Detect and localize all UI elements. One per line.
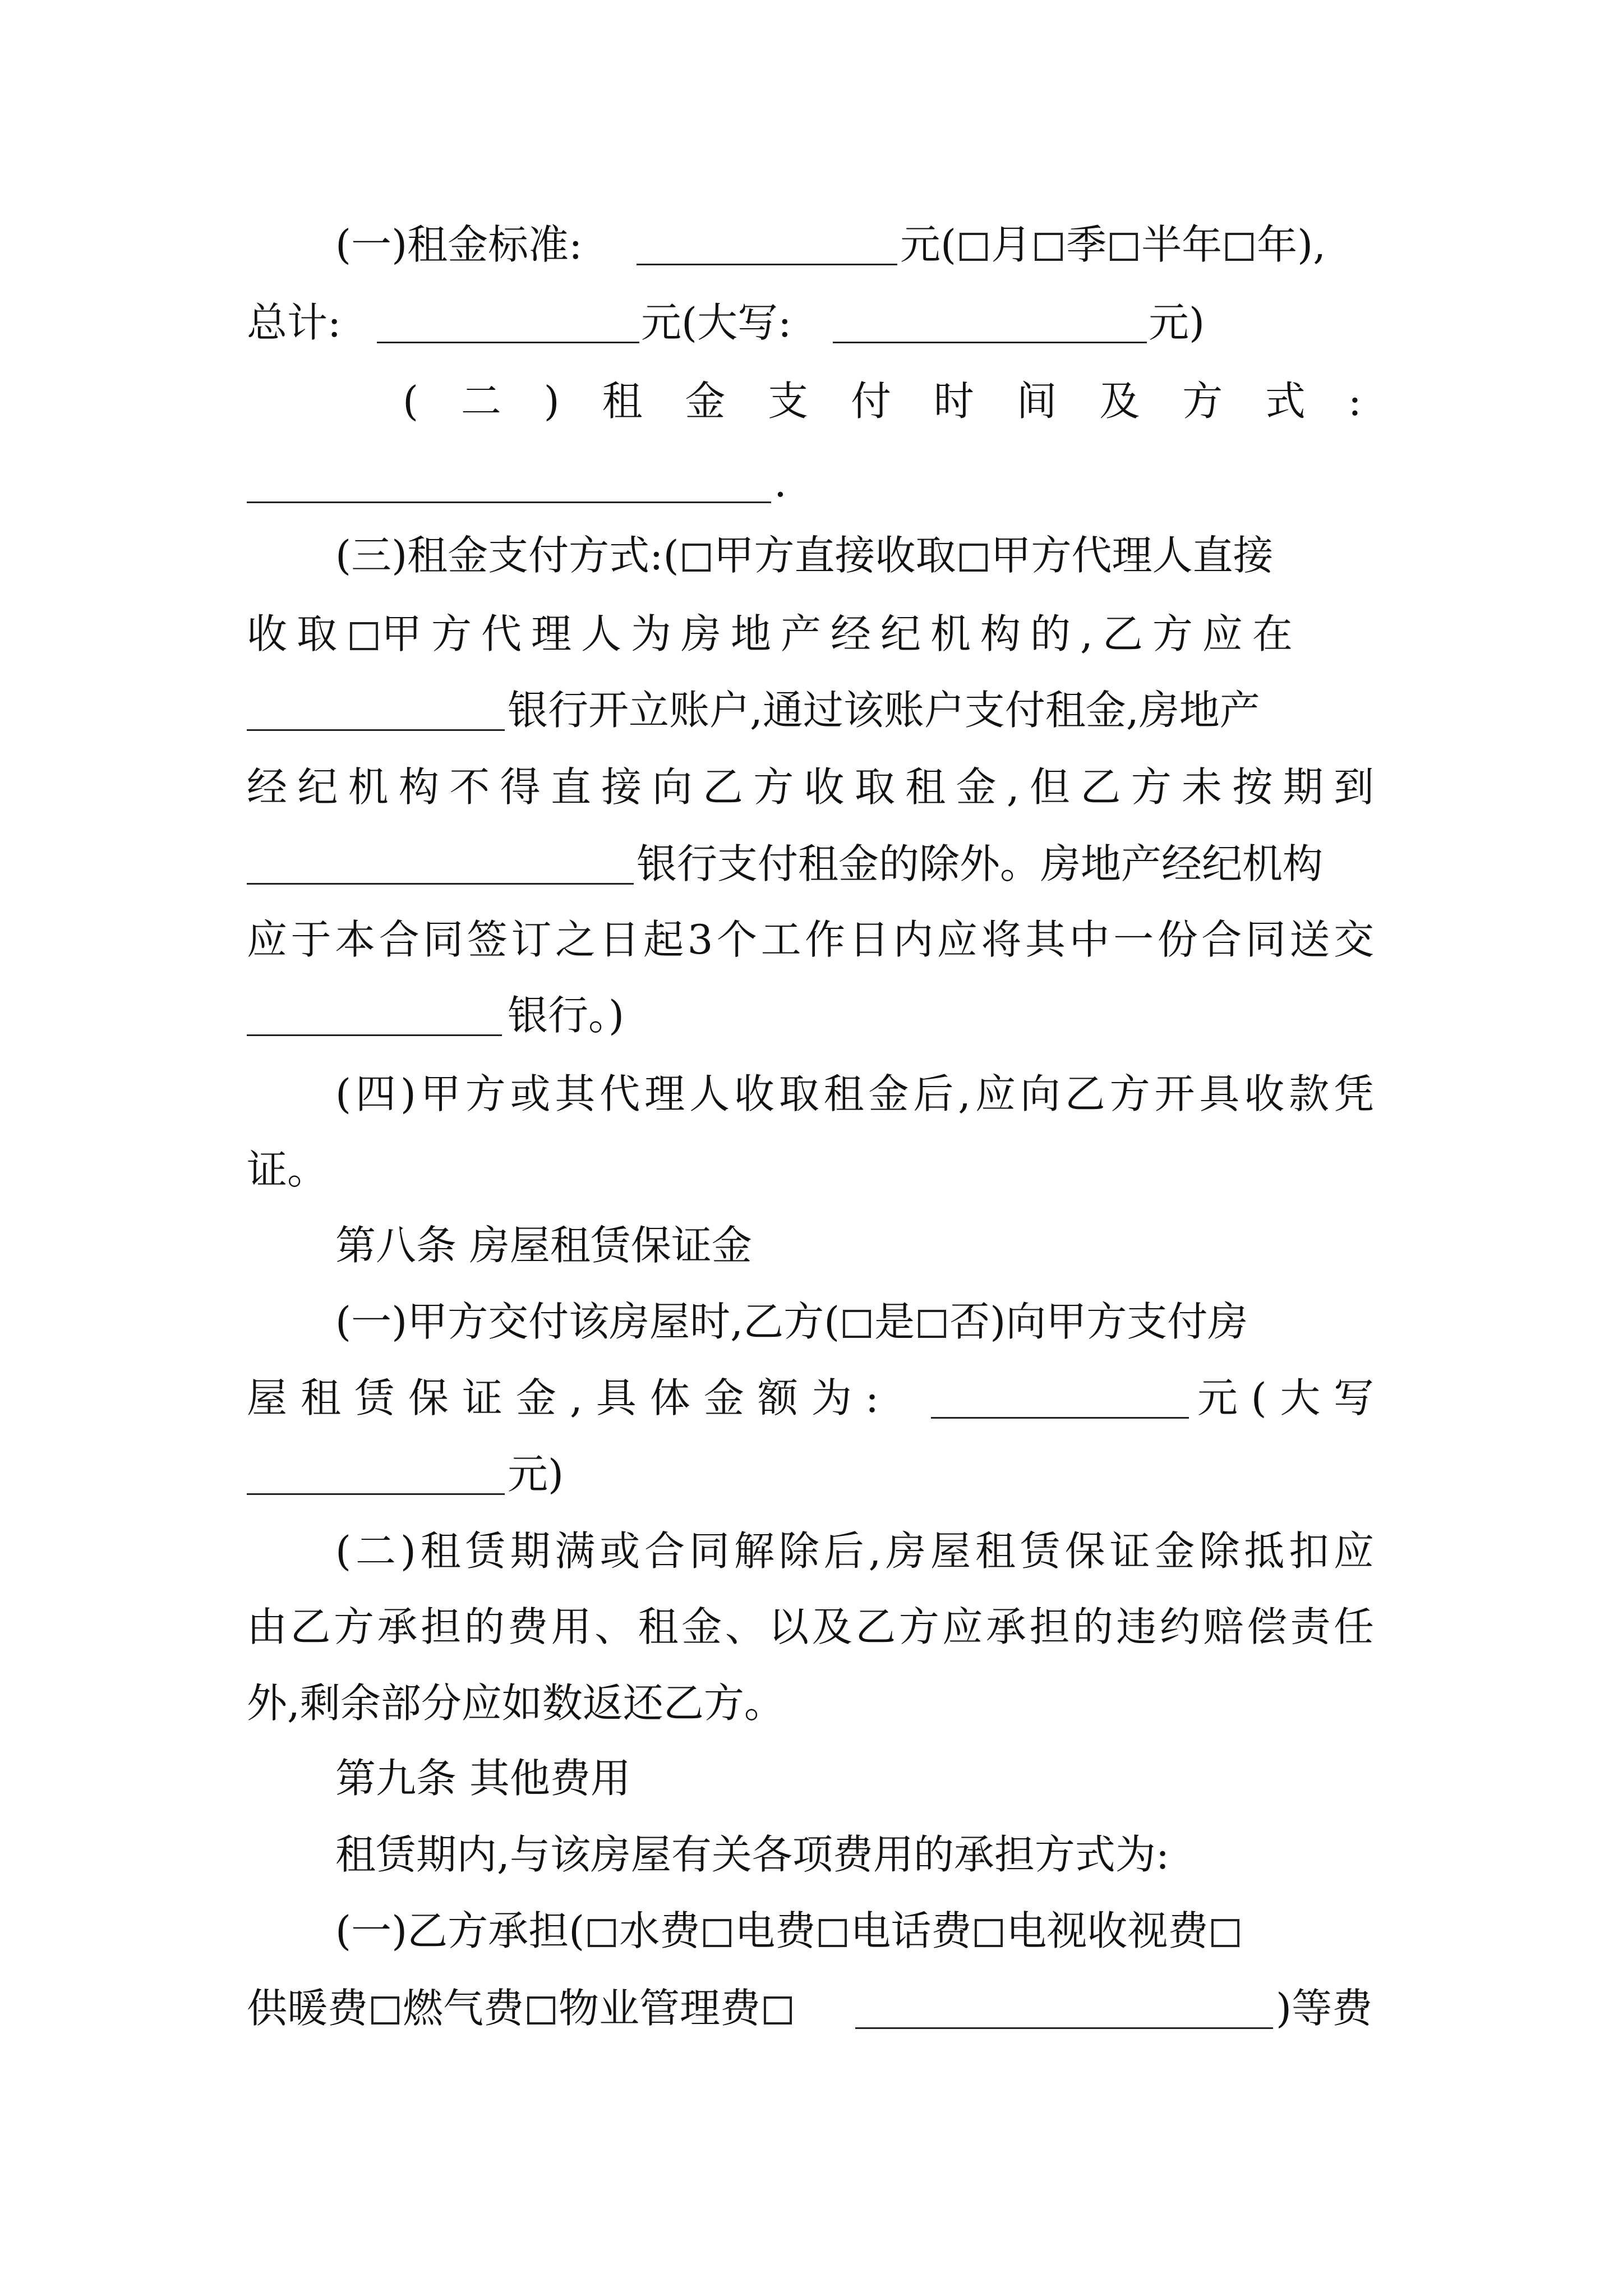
agency-checkbox[interactable] (350, 622, 378, 650)
bank-account-text: 银行开立账户,通过该账户支付租金,房地产 (508, 687, 1260, 734)
deposit-return-line-2 (0, 1588, 1623, 1666)
agency-restriction-line (0, 748, 1623, 826)
gas-fee-checkbox[interactable] (371, 1996, 399, 2024)
bank-exception-line (0, 825, 1623, 903)
rent-amount-blank[interactable] (637, 264, 897, 265)
unit-label: 元( (900, 221, 957, 268)
period-mark: . (774, 459, 787, 506)
tenant-fees-label: (一)乙方承担( (335, 1907, 585, 1954)
bank-name-blank-3[interactable] (247, 1034, 502, 1036)
article-8-title: 第八条 房屋租赁保证金 (335, 1222, 752, 1269)
total-yuan-close: 元) (1149, 299, 1205, 346)
month-checkbox[interactable] (960, 233, 988, 261)
fees-intro-text: 租赁期内,与该房屋有关各项费用的承担方式为: (335, 1831, 1170, 1878)
payment-time-line (0, 362, 1623, 440)
bank-name-blank-2[interactable] (247, 883, 634, 885)
receipt-text: (四)甲方或其代理人收取租金后,应向乙方开具收款凭 (335, 1070, 1374, 1117)
receipt-line (0, 1055, 1623, 1133)
other-fee-checkbox[interactable] (764, 1996, 792, 2024)
deposit-yes-label: 是 (874, 1298, 915, 1345)
bank-close-text: 银行。) (508, 992, 625, 1039)
tv-fee-checkbox[interactable] (975, 1919, 1003, 1947)
total-label: 总计: (247, 299, 342, 346)
tenant-fees-line-2 (0, 1969, 1623, 2047)
quarter-checkbox[interactable] (1035, 233, 1063, 261)
heating-fee-checkbox-trailing[interactable] (1211, 1919, 1239, 1947)
gas-fee-label: 燃气费 (403, 1985, 524, 2032)
phone-fee-checkbox[interactable] (819, 1919, 847, 1947)
bank-exception-text: 银行支付租金的除外。房地产经纪机构 (637, 840, 1324, 887)
deposit-label: (一)甲方交付该房屋时,乙方( (335, 1298, 840, 1345)
heating-fee-label: 供暖费 (247, 1985, 368, 2032)
article-9-title: 第九条 其他费用 (335, 1755, 631, 1802)
deposit-return-text-3: 外,剩余部分应如数返还乙方。 (247, 1680, 785, 1727)
agency-line (0, 595, 1623, 673)
contract-delivery-text: 应于本合同签订之日起3个工作日内应将其中一份合同送交 (247, 916, 1374, 963)
contract-delivery-line (0, 900, 1623, 979)
agency-restriction-text: 经纪机构不得直接向乙方收取租金,但乙方未按期到 (247, 763, 1374, 811)
fees-tail-text: )等费 (1276, 1985, 1373, 2032)
article-8-line (0, 1206, 1623, 1285)
deposit-amount-blank[interactable] (931, 1417, 1189, 1419)
water-fee-label: 水费 (619, 1907, 700, 1954)
tv-fee-label: 电视收视费 (1006, 1907, 1209, 1954)
deposit-return-line-3 (0, 1664, 1623, 1742)
year-checkbox[interactable] (1225, 233, 1253, 261)
property-fee-label: 物业管理费 (559, 1985, 761, 2032)
payment-time-label: (二)租金支付时间及方式: (403, 378, 1362, 425)
water-fee-checkbox[interactable] (588, 1919, 616, 1947)
payment-time-blank-line (0, 443, 1623, 522)
payment-method-line (0, 516, 1623, 595)
tenant-fees-line (0, 1892, 1623, 1970)
agent-direct-checkbox[interactable] (960, 544, 988, 572)
agent-direct-label: 甲方代理人直接 (990, 532, 1274, 579)
rent-standard-label: (一)租金标准: (335, 221, 583, 268)
deposit-no-checkbox[interactable] (918, 1310, 946, 1338)
payment-method-label: (三)租金支付方式:( (335, 532, 679, 579)
deposit-capital-label: 元(大写 (1197, 1374, 1374, 1421)
deposit-amount-label: 屋租赁保证金,具体金额为: (247, 1374, 893, 1421)
half-year-checkbox[interactable] (1110, 233, 1138, 261)
electricity-fee-label: 电费 (735, 1907, 816, 1954)
half-year-label: 半年 (1141, 221, 1223, 268)
year-label: 年), (1257, 221, 1326, 268)
landlord-direct-checkbox[interactable] (683, 544, 711, 572)
quarter-label: 季 (1066, 221, 1107, 268)
electricity-fee-checkbox[interactable] (703, 1919, 731, 1947)
payment-time-blank[interactable] (247, 501, 771, 503)
receipt-text-2: 证。 (247, 1146, 328, 1193)
deposit-line (0, 1282, 1623, 1361)
deposit-return-text-2: 由乙方承担的费用、租金、以及乙方应承担的违约赔偿责任 (247, 1603, 1374, 1650)
total-line (0, 283, 1623, 362)
deposit-amount-line (0, 1359, 1623, 1437)
deposit-yes-checkbox[interactable] (843, 1310, 871, 1338)
landlord-direct-label: 甲方直接收取 (713, 532, 956, 579)
property-fee-checkbox[interactable] (527, 1996, 555, 2024)
deposit-return-text-1: (二)租赁期满或合同解除后,房屋租赁保证金除抵扣应 (335, 1527, 1374, 1575)
rent-standard-line (0, 205, 1623, 284)
deposit-no-label: 否)向甲方支付房 (949, 1298, 1248, 1345)
article-9-line (0, 1739, 1623, 1818)
receipt-line-2 (0, 1130, 1623, 1209)
deposit-capital-line (0, 1435, 1623, 1513)
phone-fee-label: 电话费 (850, 1907, 972, 1954)
deposit-return-line-1 (0, 1512, 1623, 1590)
total-capital-blank[interactable] (833, 342, 1147, 343)
bank-account-line (0, 671, 1623, 749)
total-amount-blank[interactable] (377, 342, 639, 343)
bank-close-line (0, 976, 1623, 1055)
collect-label: 收取 (247, 610, 347, 657)
total-capital-label: 元(大写: (641, 299, 792, 346)
fees-intro-line (0, 1815, 1623, 1894)
deposit-capital-blank[interactable] (247, 1493, 505, 1495)
other-fee-blank[interactable] (855, 2027, 1273, 2029)
month-label: 月 (991, 221, 1032, 268)
bank-name-blank-1[interactable] (247, 729, 505, 731)
agency-label: 甲方代理人为房地产经纪机构的,乙方应在 (381, 610, 1302, 657)
deposit-yuan-close: 元) (508, 1451, 564, 1498)
